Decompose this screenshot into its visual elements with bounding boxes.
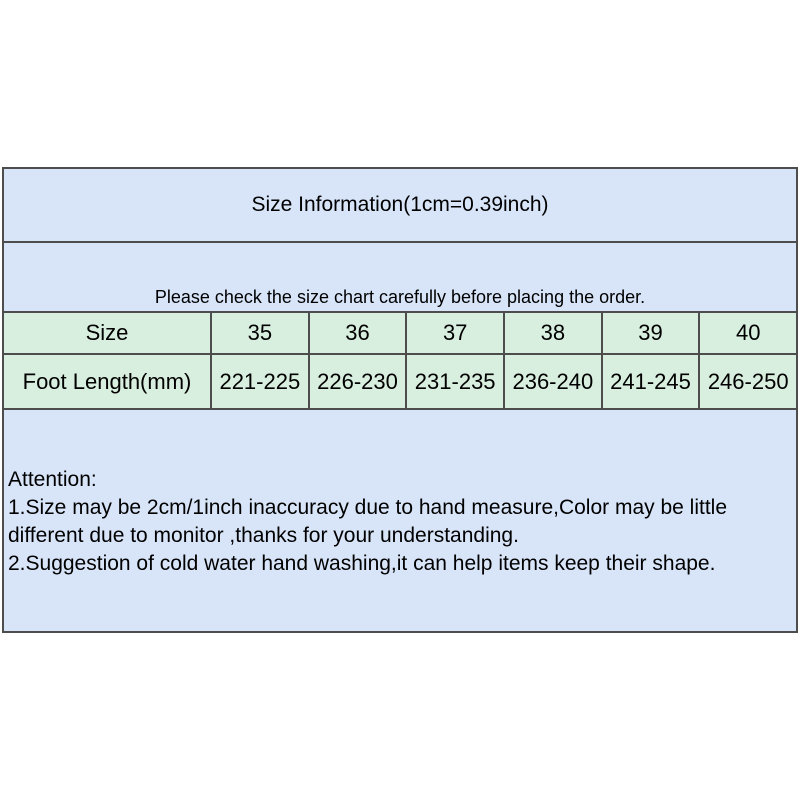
size-info-title: Size Information(1cm=0.39inch) [251,193,549,216]
foot-length-row [4,355,796,410]
size-header-row [4,313,796,355]
attention-section [4,410,796,631]
foot-length-value-cell: 241-245 [601,355,699,408]
title-row [4,169,796,243]
foot-length-value-cell: 246-250 [698,355,796,408]
size-value-cell: 40 [698,313,796,353]
attention-line: different due to monitor ,thanks for your understanding. [8,524,519,547]
size-chart-panel [2,167,798,633]
size-label-cell: Size [85,320,129,345]
foot-length-value-cell: 231-235 [405,355,503,408]
attention-heading: Attention: [8,468,97,491]
size-value-cell: 38 [503,313,601,353]
pre-order-note: Please check the size chart carefully before placing the order. [154,287,646,307]
attention-line: 1.Size may be 2cm/1inch inaccuracy due to hand measure,Color may be little [8,496,728,519]
foot-length-value-cell: 236-240 [503,355,601,408]
size-value-cell: 35 [210,313,308,353]
foot-length-label-cell: Foot Length(mm) [22,368,192,394]
note-row [4,243,796,313]
foot-length-value-cell: 226-230 [308,355,406,408]
size-value-cell: 36 [308,313,406,353]
foot-length-value-cell: 221-225 [210,355,308,408]
size-value-cell: 39 [601,313,699,353]
size-value-cell: 37 [405,313,503,353]
attention-line: 2.Suggestion of cold water hand washing,it can help items keep their shape. [8,552,716,575]
